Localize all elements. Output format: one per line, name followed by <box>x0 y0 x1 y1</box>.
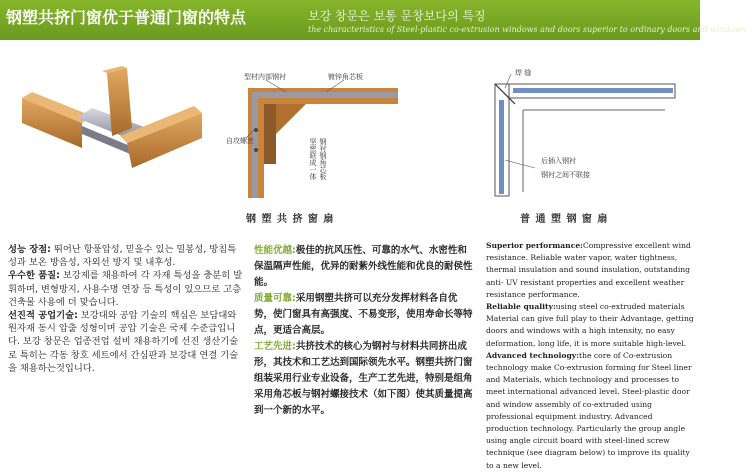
chinese-label-performance: 性能优越: <box>254 245 296 256</box>
korean-text-technology: 보강대와 공압 기술의 핵심은 보담대와 원자재 동시 압출 성형이며 공압 기술은 국제 수준급입니다. 보강 창문은 업종전업 설비 채용하기에 선진 생산기술로 특히는 각동 창호 세트에서 간심판과 보강대 연결 기술을 채용하는것입니다. <box>8 310 239 374</box>
english-text-performance: Compressive excellent wind resistance. Reliable water vapor, water tightness, thermal insulation and sound insulation, outstanding anti- UV resistant properties and excellent weather resistance performance. <box>486 241 691 299</box>
korean-paragraph-quality <box>8 269 244 309</box>
callout-galvanized-corner-plate: 镀锌角芯板 <box>328 73 363 81</box>
korean-text-performance: 뛰어난 항풍압성, 믿을수 있는 밀봉성, 방침특성과 보온 방음성, 자외선 방지 및 내후성. <box>8 244 237 269</box>
header-banner <box>0 0 746 40</box>
english-label-performance: Superior performance: <box>486 241 583 250</box>
ordinary-sash-diagram <box>475 60 680 200</box>
title-korean: 보강 창문은 보통 문창보다의 특징 <box>308 9 486 23</box>
title-chinese: 钢塑共挤门窗优于普通门窗的特点 <box>6 8 247 27</box>
chinese-label-technology: 工艺先进: <box>254 341 296 352</box>
callout-tightly-joined: 坚密联成一体 <box>309 138 317 180</box>
right-diagram-caption: 普 通 塑 钢 窗 扇 <box>520 214 609 225</box>
english-text-column <box>486 240 696 472</box>
korean-label-technology: 선진적 공업기술: <box>8 310 78 322</box>
chinese-text-quality: 采用钢塑共挤可以充分发挥材料各自优势，使门窗具有高强度、不易变形，使用寿命长等特点，更适合高层。 <box>254 293 473 336</box>
english-text-technology: the core of Co-extrusion technology make Co-extrusion forming for Steel liner and Materials, which technology and processes to meet international advanced level. Steel-plastic door and window assembly of co-extruded using professional equipment industry. Advanced production technology. Particularly the group angle using angle circuit board with steel-lined screw technique (see diagram below) to improve its quality to a new level. <box>486 350 692 470</box>
co-extrusion-sash-diagram <box>226 60 401 200</box>
korean-label-performance: 성능 장점: <box>8 244 51 255</box>
callout-steel-liner-corner-plate: 钢衬钢角芯板 <box>319 138 327 180</box>
chinese-paragraph-quality <box>254 291 475 339</box>
callout-self-tapping-screw: 自攻螺丝 <box>226 137 254 145</box>
callout-inner-steel-liner: 型材内部钢衬 <box>244 73 286 81</box>
corner-joint-photo <box>22 68 202 178</box>
english-text-quality: using steel co-extruded materials Material can give full play to their Advantage, getting doors and windows with a high intensity, no easy deformation, long life, it is more suitable high-level. <box>486 302 694 348</box>
title-english: the characteristics of Steel-plastic co-extrusion windows and doors superior to ordinary doors and windows <box>308 25 746 34</box>
chinese-text-performance: 极佳的抗风压性、可靠的水气、水密性和保温隔声性能，优异的耐紫外线性能和优良的耐侯性能。 <box>254 245 473 288</box>
korean-text-quality: 보강제를 채용하여 각 자재 특성을 충분히 발휘하며, 변형방지, 사용수명 연장 등 특성이 있으므로 고층 건축물 사용에 더 맞습니다. <box>8 270 243 308</box>
left-diagram-caption: 钢 塑 共 挤 窗 扇 <box>246 214 335 225</box>
callout-rear-inserted-steel: 后插入钢衬 <box>541 157 576 165</box>
chinese-text-technology: 共挤技术的核心为钢衬与材料共同挤出成形，其技术和工艺达到国际领先水平。钢塑共挤门窗组装采用行业专业设备，生产工艺先进，特别是组角采用角芯板与钢衬螺接技术（如下图）使其质量提高到一个新的水平。 <box>254 341 473 416</box>
korean-paragraph-performance <box>8 243 244 269</box>
chinese-label-quality: 质量可靠: <box>254 293 296 304</box>
callout-steel-not-connected: 钢衬之间不联接 <box>541 171 590 179</box>
callout-weld-seam: 焊 缝 <box>515 69 532 77</box>
english-label-technology: Advanced technology: <box>486 350 580 360</box>
english-paragraph-quality <box>486 301 696 350</box>
english-paragraph-performance <box>486 240 696 301</box>
korean-text-column <box>8 243 244 375</box>
korean-paragraph-technology <box>8 309 244 375</box>
chinese-text-column <box>254 243 475 419</box>
korean-label-quality: 우수한 품질: <box>8 270 60 282</box>
english-label-quality: Reliable quality: <box>486 302 556 312</box>
english-paragraph-technology <box>486 350 696 472</box>
chinese-paragraph-technology <box>254 339 475 419</box>
chinese-paragraph-performance <box>254 243 475 291</box>
